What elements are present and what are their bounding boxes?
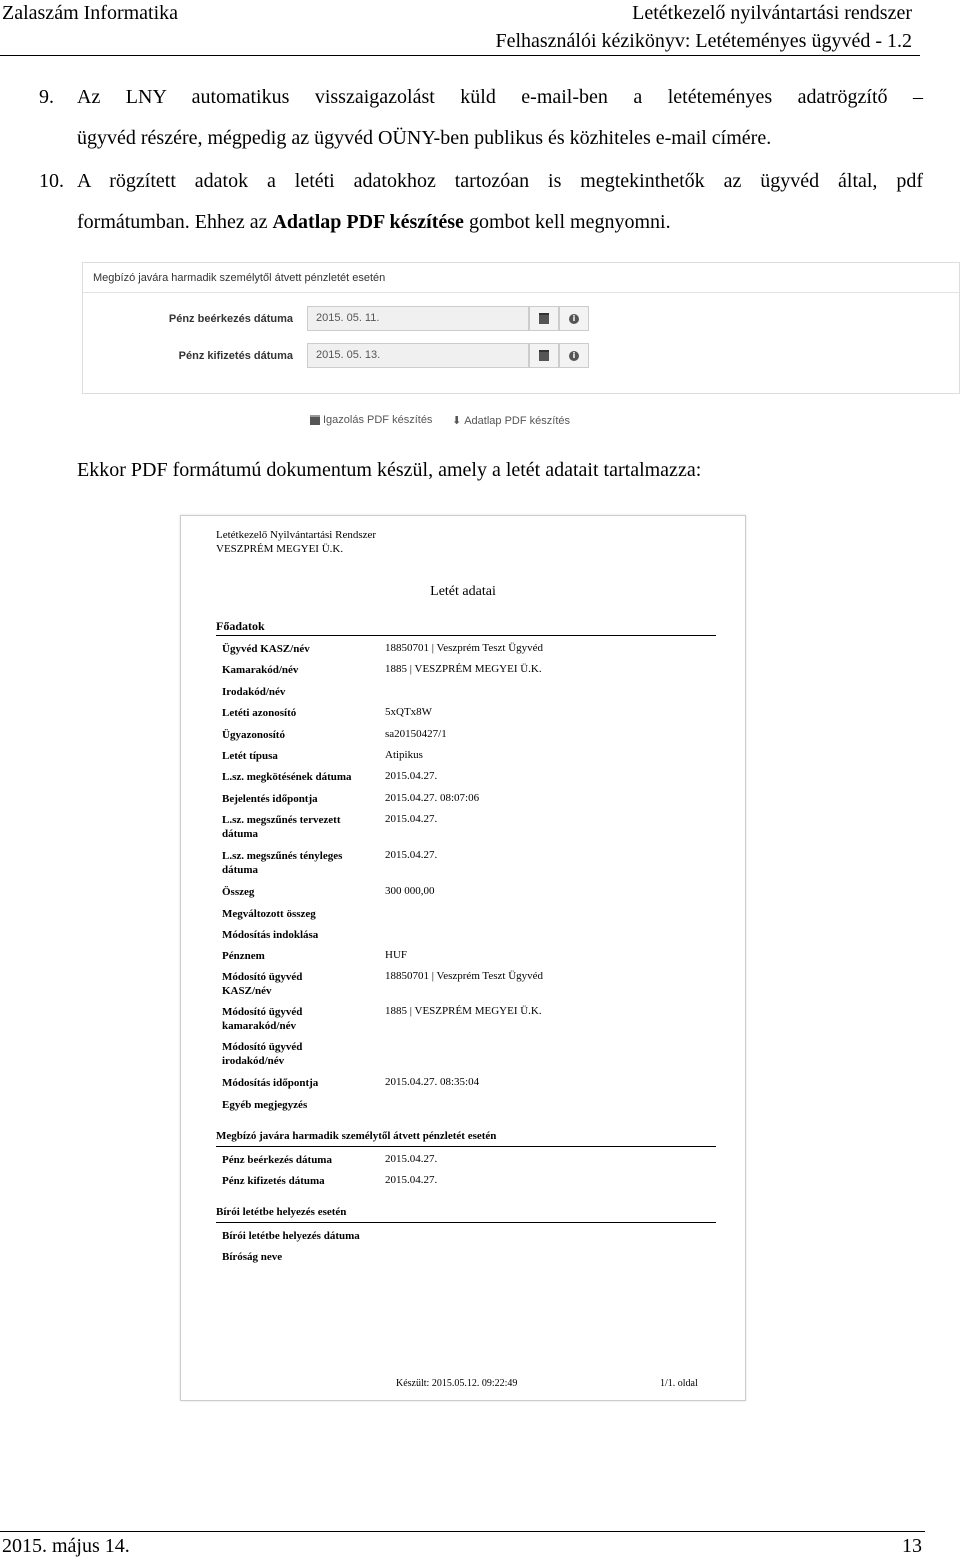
pdf-row-label: Letét típusa bbox=[222, 750, 278, 762]
header-company: Zalaszám Informatika bbox=[2, 2, 179, 24]
pdf-row-label: Bíróság neve bbox=[222, 1251, 283, 1263]
pdf-row-label: Pénz beérkezés dátuma bbox=[222, 1154, 332, 1166]
pdf-row-label: Kamarakód/név bbox=[222, 664, 299, 676]
print-icon bbox=[310, 415, 320, 425]
pdf-row-value: 2015.04.27. 08:35:04 bbox=[385, 1076, 480, 1088]
pdf-row-value: 2015.04.27. 08:07:06 bbox=[385, 792, 480, 804]
pdf-section-rule bbox=[216, 635, 716, 636]
pdf-section-rule bbox=[216, 1146, 716, 1147]
pdf-section-third-party: Megbízó javára harmadik személytől átvett pénzletét esetén bbox=[216, 1130, 497, 1142]
pdf-row-label: Módosító ügyvéd KASZ/név bbox=[222, 971, 303, 997]
form-divider bbox=[83, 292, 959, 293]
field-label-penz-kifizetes: Pénz kifizetés dátuma bbox=[178, 350, 293, 362]
pdf-document bbox=[180, 515, 746, 1401]
info-button[interactable] bbox=[559, 343, 589, 368]
header-rule bbox=[0, 55, 920, 56]
pdf-org-name: Letétkezelő Nyilvántartási Rendszer bbox=[216, 529, 377, 541]
pdf-row-value: 18850701 | Veszprém Teszt Ügyvéd bbox=[385, 642, 544, 654]
pdf-row-value: Atipikus bbox=[385, 749, 423, 761]
pdf-row-value: HUF bbox=[385, 949, 408, 961]
pdf-row-value: 1885 | VESZPRÉM MEGYEI Ü.K. bbox=[385, 1005, 542, 1017]
step-10-line1: A rögzített adatok a letéti adatokhoz tartozóan is megtekinthetők az ügyvéd által, pdf bbox=[77, 170, 923, 192]
step-9-line1: Az LNY automatikus visszaigazolást küld e-mail-ben a letéteményes adatrögzítő – bbox=[77, 86, 923, 108]
pdf-row-label: Módosító ügyvéd kamarakód/név bbox=[222, 1006, 303, 1032]
pdf-row-label: Pénznem bbox=[222, 950, 265, 962]
step-9-line2: ügyvéd részére, mégpedig az ügyvéd OÜNY-ben publikus és közhiteles e-mail címére. bbox=[77, 127, 772, 149]
pdf-row-label: Irodakód/név bbox=[222, 686, 286, 698]
pdf-row-value: 2015.04.27. bbox=[385, 770, 438, 782]
pdf-row-label: L.sz. megszűnés tényleges dátuma bbox=[222, 850, 343, 876]
download-icon: ⬇ bbox=[452, 414, 462, 427]
pdf-row-label: Bejelentés időpontja bbox=[222, 793, 318, 805]
pdf-generated-at: Készült: 2015.05.12. 09:22:49 bbox=[396, 1378, 518, 1389]
pdf-row-label: Ügyazonosító bbox=[222, 729, 285, 741]
penz-beerkezes-input[interactable]: 2015. 05. 11. bbox=[307, 306, 529, 331]
pdf-row-value: 300 000,00 bbox=[385, 885, 435, 897]
intro-text: Ekkor PDF formátumú dokumentum készül, amely a letét adatait tartalmazza: bbox=[77, 459, 702, 481]
pdf-row-value: 2015.04.27. bbox=[385, 1174, 438, 1186]
pdf-row-value: 2015.04.27. bbox=[385, 849, 438, 861]
pdf-row-label: Letéti azonosító bbox=[222, 707, 297, 719]
header-manual-title: Felhasználói kézikönyv: Letéteményes ügyvéd - 1.2 bbox=[495, 30, 912, 52]
pdf-row-value: 2015.04.27. bbox=[385, 813, 438, 825]
pdf-row-value: 5xQTx8W bbox=[385, 706, 433, 718]
pdf-row-label: Megváltozott összeg bbox=[222, 908, 316, 920]
pdf-row-label: L.sz. megkötésének dátuma bbox=[222, 771, 352, 783]
info-icon: i bbox=[569, 314, 579, 324]
pdf-row-label: L.sz. megszűnés tervezett dátuma bbox=[222, 814, 341, 840]
pdf-row-label: Ügyvéd KASZ/név bbox=[222, 643, 310, 655]
pdf-section-rule bbox=[216, 1222, 716, 1223]
pdf-row-value: 18850701 | Veszprém Teszt Ügyvéd bbox=[385, 970, 544, 982]
pdf-row-label: Módosítás időpontja bbox=[222, 1077, 319, 1089]
form-panel bbox=[82, 262, 960, 394]
pdf-row-label: Pénz kifizetés dátuma bbox=[222, 1175, 325, 1187]
pdf-title: Letét adatai bbox=[430, 584, 496, 599]
pdf-org-chamber: VESZPRÉM MEGYEI Ü.K. bbox=[216, 543, 344, 555]
pdf-row-label: Módosító ügyvéd irodakód/név bbox=[222, 1041, 303, 1067]
info-button[interactable] bbox=[559, 306, 589, 331]
form-section-title: Megbízó javára harmadik személytől átvett pénzletét esetén bbox=[93, 272, 386, 284]
calendar-button[interactable] bbox=[529, 306, 559, 331]
footer-date: 2015. május 14. bbox=[2, 1535, 130, 1557]
pdf-row-label: Bírói letétbe helyezés dátuma bbox=[222, 1230, 360, 1242]
step-10-line2: formátumban. Ehhez az Adatlap PDF készítése gombot kell megnyomni. bbox=[77, 211, 671, 233]
pdf-row-label: Módosítás indoklása bbox=[222, 929, 319, 941]
pdf-section-main: Főadatok bbox=[216, 619, 265, 633]
header-system-name: Letétkezelő nyilvántartási rendszer bbox=[632, 2, 912, 24]
calendar-button[interactable] bbox=[529, 343, 559, 368]
step-10-number: 10. bbox=[39, 170, 64, 192]
footer-page-number: 13 bbox=[902, 1535, 922, 1557]
pdf-page-number: 1/1. oldal bbox=[660, 1378, 698, 1389]
field-label-penz-beerkezes: Pénz beérkezés dátuma bbox=[168, 313, 293, 325]
pdf-row-value: 2015.04.27. bbox=[385, 1153, 438, 1165]
step-9-number: 9. bbox=[39, 86, 54, 108]
igazolas-pdf-button[interactable]: Igazolás PDF készítés bbox=[310, 414, 432, 426]
pdf-row-value: 1885 | VESZPRÉM MEGYEI Ü.K. bbox=[385, 663, 542, 675]
calendar-icon bbox=[539, 350, 549, 361]
info-icon: i bbox=[569, 351, 579, 361]
footer-rule bbox=[0, 1531, 925, 1532]
adatlap-pdf-button[interactable]: ⬇ Adatlap PDF készítés bbox=[452, 414, 570, 427]
pdf-section-court: Bírói letétbe helyezés esetén bbox=[216, 1206, 347, 1218]
penz-kifizetes-input[interactable]: 2015. 05. 13. bbox=[307, 343, 529, 368]
adatlap-button-ref: Adatlap PDF készítése bbox=[272, 211, 464, 233]
pdf-row-label: Összeg bbox=[222, 886, 255, 898]
pdf-row-value: sa20150427/1 bbox=[385, 728, 447, 740]
calendar-icon bbox=[539, 313, 549, 324]
pdf-row-label: Egyéb megjegyzés bbox=[222, 1099, 308, 1111]
